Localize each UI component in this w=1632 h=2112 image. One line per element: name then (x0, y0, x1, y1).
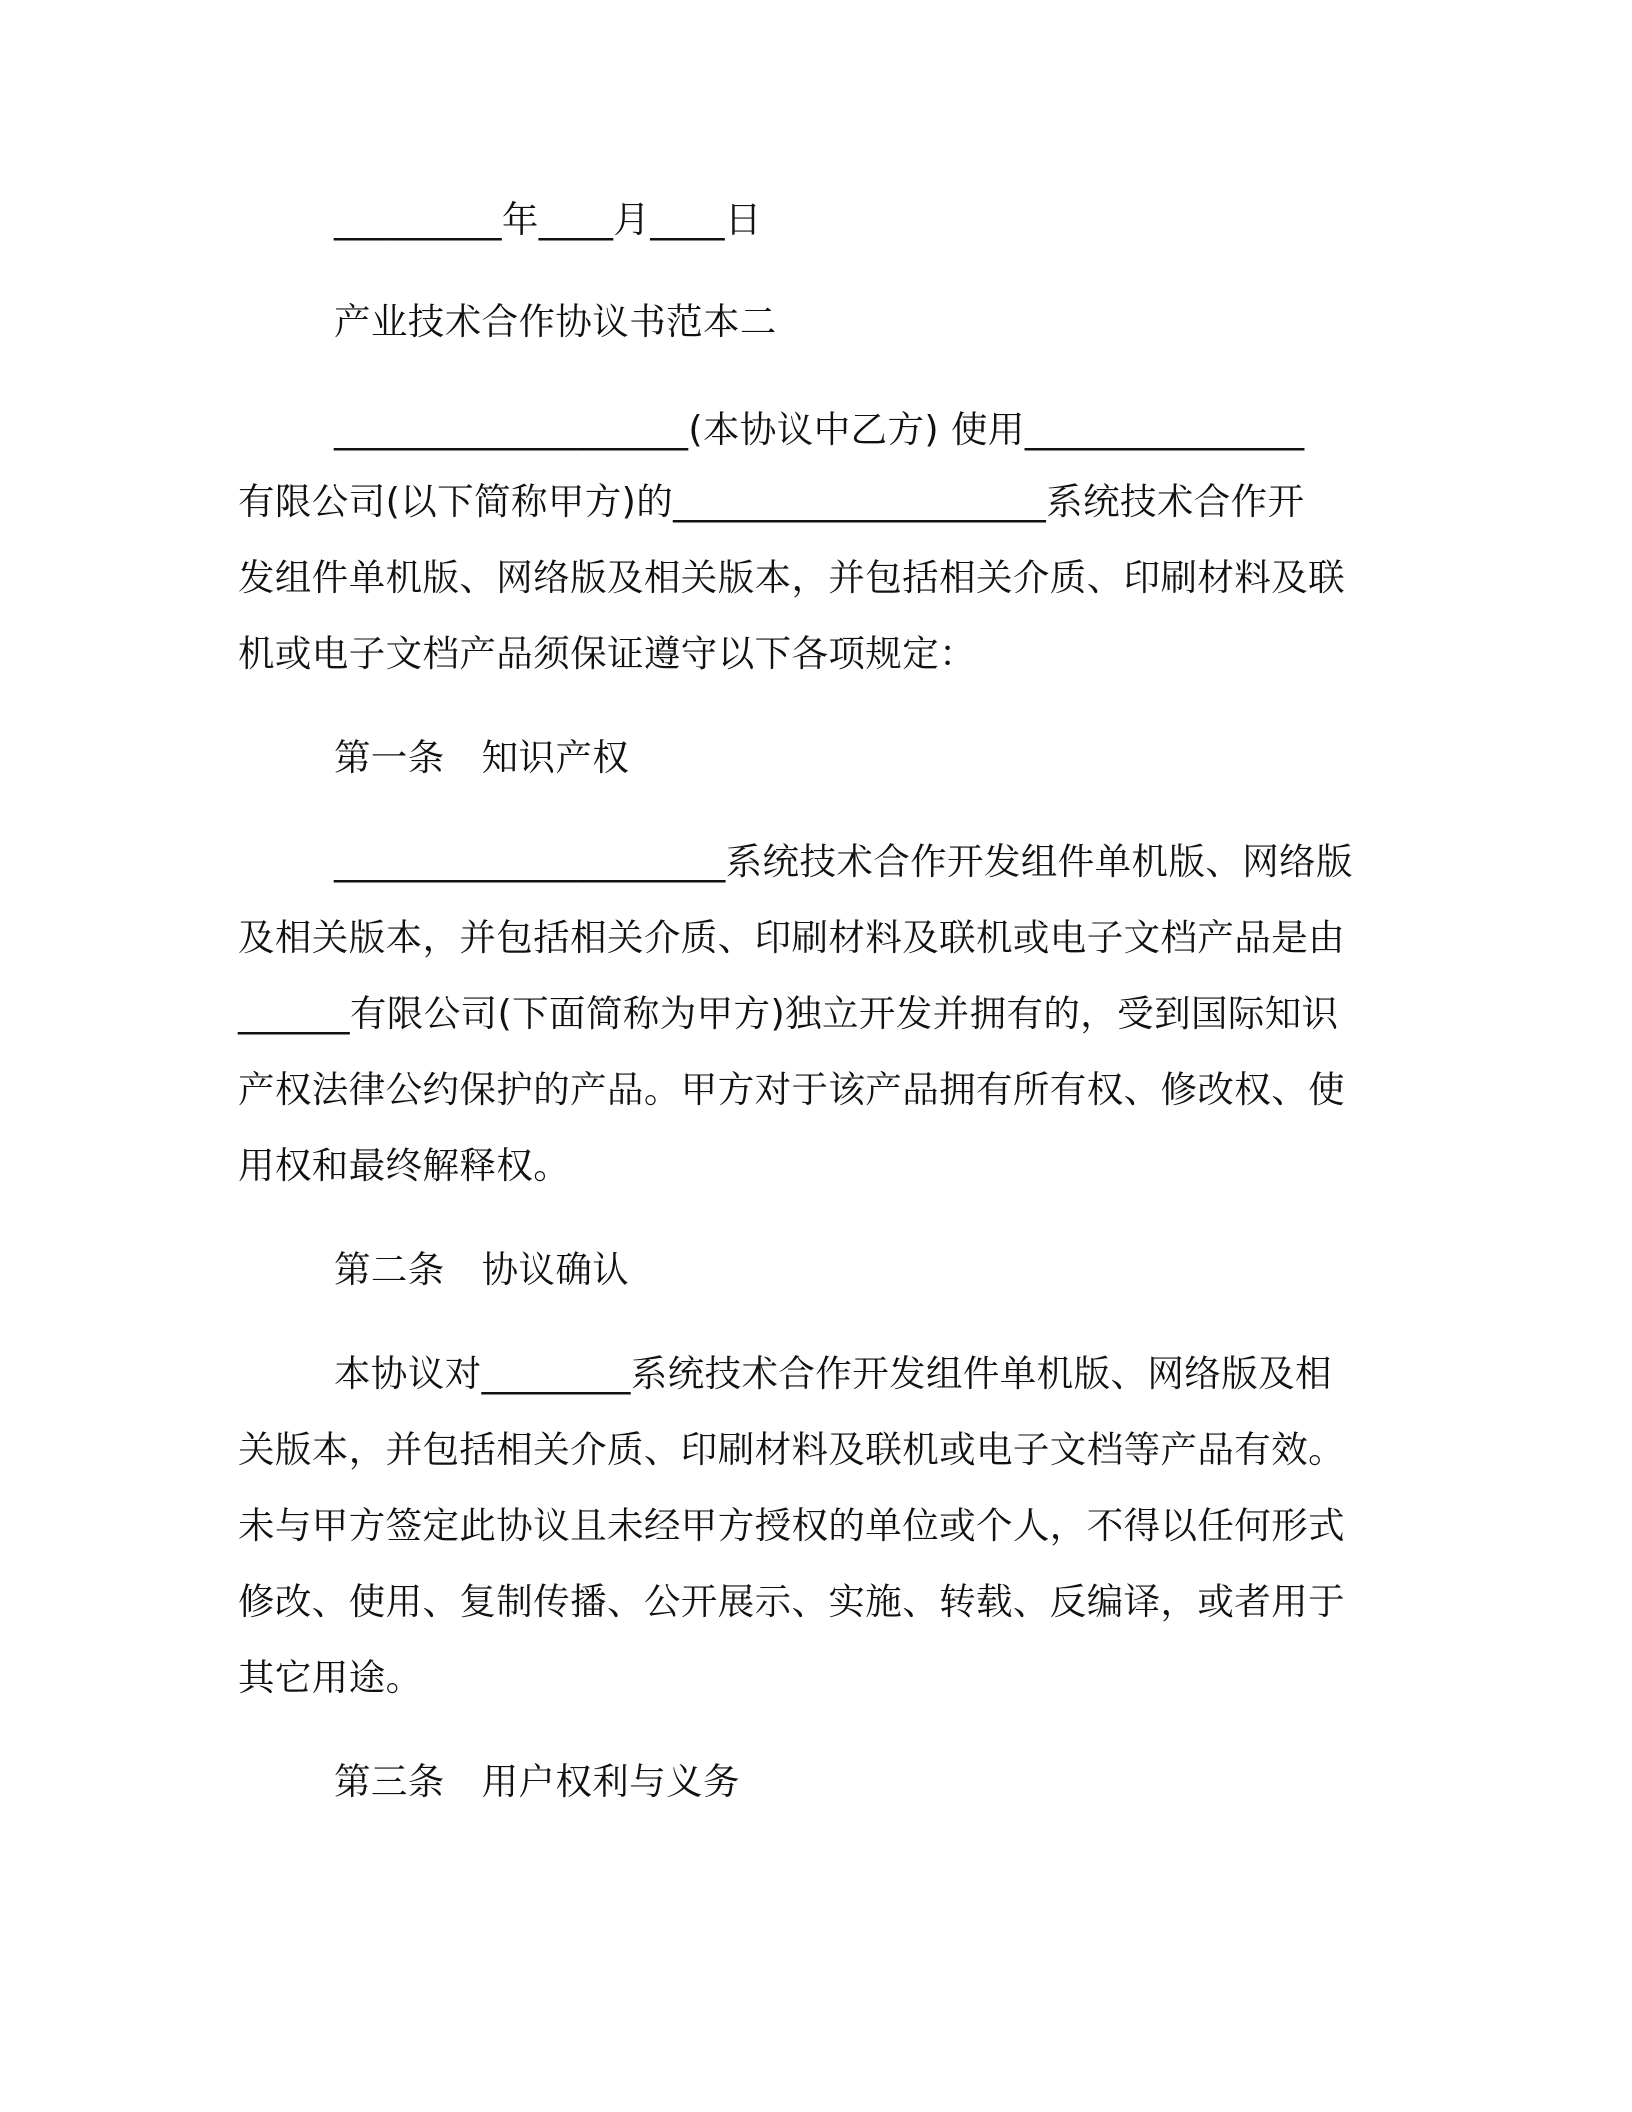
intro-line-3: 发组件单机版、网络版及相关版本，并包括相关介质、印刷材料及联 (238, 556, 1345, 599)
article-2-line-4: 修改、使用、复制传播、公开展示、实施、转载、反编译，或者用于 (238, 1580, 1345, 1623)
article-1-line-5: 用权和最终解释权。 (238, 1144, 571, 1187)
article-1-line-2: 及相关版本，并包括相关介质、印刷材料及联机或电子文档产品是由 (238, 916, 1345, 959)
intro-line-2: 有限公司(以下简称甲方)的____________________系统技术合作开 (238, 480, 1305, 523)
article-2-line-3: 未与甲方签定此协议且未经甲方授权的单位或个人，不得以任何形式 (238, 1504, 1345, 1547)
article-1-line-4: 产权法律公约保护的产品。甲方对于该产品拥有所有权、修改权、使 (238, 1068, 1345, 1111)
article-1-line-1: _____________________系统技术合作开发组件单机版、网络版 (334, 840, 1353, 883)
article-3-heading: 第三条 用户权利与义务 (334, 1760, 740, 1803)
intro-line-4: 机或电子文档产品须保证遵守以下各项规定： (238, 632, 976, 675)
date-line: _________年____月____日 (334, 198, 762, 241)
article-1-heading: 第一条 知识产权 (334, 736, 630, 779)
document-title: 产业技术合作协议书范本二 (334, 300, 777, 343)
article-2-line-2: 关版本，并包括相关介质、印刷材料及联机或电子文档等产品有效。 (238, 1428, 1345, 1471)
article-2-heading: 第二条 协议确认 (334, 1248, 630, 1291)
intro-line-1: ___________________(本协议中乙方) 使用_______________ (334, 408, 1305, 451)
article-1-line-3: ______有限公司(下面简称为甲方)独立开发并拥有的，受到国际知识 (238, 992, 1339, 1035)
article-2-line-5: 其它用途。 (238, 1656, 423, 1699)
article-2-line-1: 本协议对________系统技术合作开发组件单机版、网络版及相 (334, 1352, 1332, 1395)
